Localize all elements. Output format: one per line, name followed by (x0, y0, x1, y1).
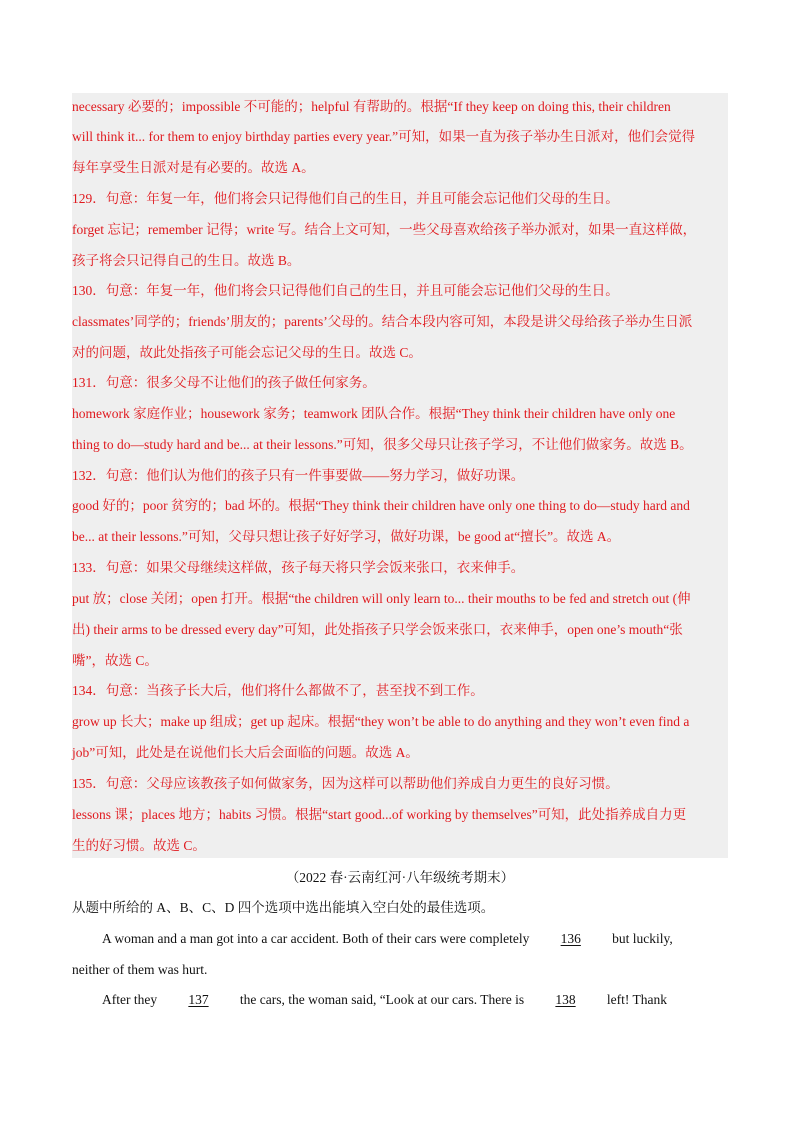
passage-text: the cars, the woman said, “Look at our cars. There is (239, 992, 525, 1007)
passage-text: left! Thank (606, 992, 667, 1007)
explanation-line: classmates’同学的；friends’朋友的；parents’父母的。结合本段内容可知，本段是讲父母给孩子举办生日派 (72, 314, 693, 329)
explanation-line: 对的问题，故此处指孩子可能会忘记父母的生日。故选 C。 (72, 345, 422, 360)
explanation-line: 嘴”，故选 C。 (72, 653, 158, 668)
explanation-line: lessons 课；places 地方；habits 习惯。根据“start good...of working by themselves”可知，此处指养成自力更 (72, 807, 687, 822)
source-heading: （2022 春·云南红河·八年级统考期末） (285, 870, 515, 885)
explanation-line: good 好的；poor 贫穷的；bad 坏的。根据“They think their children have only one thing to do—study hard and (72, 498, 690, 513)
explanation-line: 134．句意：当孩子长大后，他们将什么都做不了，甚至找不到工作。 (72, 683, 484, 698)
explanation-line: 131．句意：很多父母不让他们的孩子做任何家务。 (72, 375, 376, 390)
explanation-line: will think it... for them to enjoy birthday parties every year.”可知，如果一直为孩子举办生日派对，他们会觉得 (72, 129, 696, 144)
blank-137: 137 (188, 992, 209, 1007)
explanation-line: 出) their arms to be dressed every day”可知，此处指孩子只学会饭来张口，衣来伸手，open one’s mouth“张 (72, 622, 683, 637)
explanation-line: 129．句意：年复一年，他们将会只记得他们自己的生日，并且可能会忘记他们父母的生日。 (72, 191, 619, 206)
passage-text: but luckily, (612, 931, 673, 946)
explanation-line: homework 家庭作业；housework 家务；teamwork 团队合作。根据“They think their children have only one (72, 406, 676, 421)
explanation-line: forget 忘记；remember 记得；write 写。结合上文可知，一些父母喜欢给孩子举办派对，如果一直这样做， (72, 222, 697, 237)
explanation-line: 130．句意：年复一年，他们将会只记得他们自己的生日，并且可能会忘记他们父母的生日。 (72, 283, 619, 298)
explanation-line: 孩子将会只记得自己的生日。故选 B。 (72, 253, 301, 268)
passage-line-2: neither of them was hurt. (72, 962, 208, 977)
explanation-line: grow up 长大；make up 组成；get up 起床。根据“they won’t be able to do anything and they won’t even find a (72, 714, 690, 729)
passage-line-1 (102, 930, 673, 948)
explanation-line: 135．句意：父母应该教孩子如何做家务，因为这样可以帮助他们养成自力更生的良好习惯。 (72, 776, 619, 791)
explanation-line: thing to do—study hard and be... at their lessons.”可知，很多父母只让孩子学习，不让他们做家务。故选 B。 (72, 437, 693, 452)
explanation-line: 每年享受生日派对是有必要的。故选 A。 (72, 160, 315, 175)
explanation-line: job”可知，此处是在说他们长大后会面临的问题。故选 A。 (72, 745, 419, 760)
explanation-line: 生的好习惯。故选 C。 (72, 838, 206, 853)
explanation-line: 133．句意：如果父母继续这样做，孩子每天将只学会饭来张口，衣来伸手。 (72, 560, 525, 575)
explanation-line: 132．句意：他们认为他们的孩子只有一件事要做——努力学习，做好功课。 (72, 468, 525, 483)
explanation-line: be... at their lessons.”可知，父母只想让孩子好好学习，做好功课，be good at“擅长”。故选 A。 (72, 529, 621, 544)
blank-138: 138 (555, 992, 576, 1007)
passage-text: A woman and a man got into a car accident. Both of their cars were completely (102, 931, 530, 946)
passage-line-3 (102, 991, 667, 1009)
explanation-line: necessary 必要的；impossible 不可能的；helpful 有帮助的。根据“If they keep on doing this, their children (72, 99, 671, 114)
instruction-text: 从题中所给的 A、B、C、D 四个选项中选出能填入空白处的最佳选项。 (72, 900, 495, 915)
blank-136: 136 (560, 931, 581, 946)
explanation-line: put 放；close 关闭；open 打开。根据“the children will only learn to... their mouths to be fed and stretch out (伸 (72, 591, 691, 606)
passage-text: After they (102, 992, 158, 1007)
